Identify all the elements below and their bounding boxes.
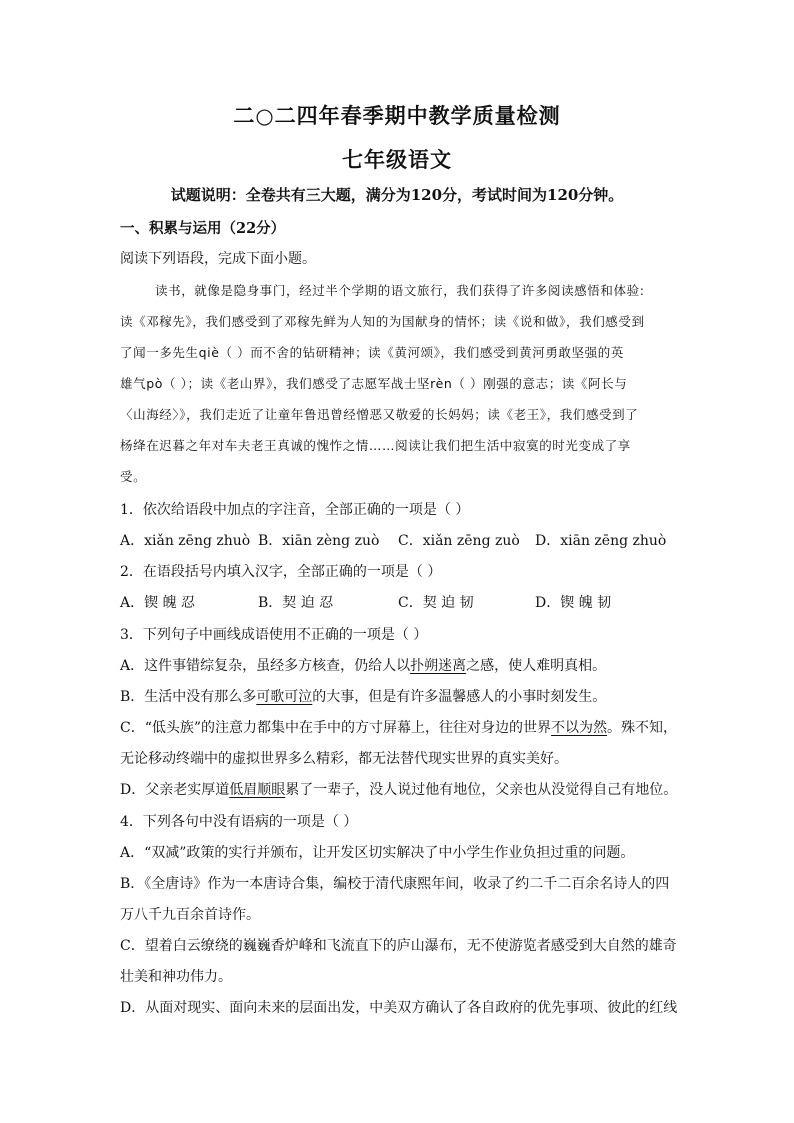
question-2-option-a: A．锲 魄 忍 bbox=[120, 595, 196, 611]
passage-line-2: 读《邓稼先》，我们感受到了邓稼先鲜为人知的为国献身的情怀；读《说和做》，我们感受到 bbox=[120, 314, 645, 329]
exam-subtitle: 七年级语文 bbox=[342, 147, 452, 172]
passage-intro: 阅读下列语段，完成下面小题。 bbox=[120, 251, 316, 267]
question-2-option-c: C．契 迫 韧 bbox=[398, 595, 474, 611]
option-text: 。殊不知， bbox=[607, 720, 678, 736]
question-4-stem: 4．下列各句中没有语病的一项是（ ） bbox=[120, 814, 358, 830]
passage-line-7: 受。 bbox=[120, 469, 147, 484]
question-4-option-b-cont: 万八千九百余首诗作。 bbox=[120, 907, 260, 923]
question-1-option-b: B．xiān zèng zuò bbox=[258, 533, 380, 549]
passage-line-1: 读书，就像是隐身事门，经过半个学期的语文旅行，我们获得了许多阅读感悟和体验: bbox=[155, 283, 645, 298]
question-2-option-b: B．契 迫 忍 bbox=[258, 595, 334, 611]
question-3-stem: 3．下列句子中画线成语使用不正确的一项是（ ） bbox=[120, 627, 428, 643]
question-3-option-a bbox=[120, 655, 606, 675]
section-heading: 一、积累与运用（22分） bbox=[120, 220, 286, 237]
underlined-idiom: 不以为然 bbox=[551, 720, 608, 736]
passage-line-3: 了闻一多先生qiè（ ）而不舍的钻研精神；读《黄河颂》，我们感受到黄河勇敢坚强的英 bbox=[120, 345, 624, 360]
question-3-option-b bbox=[120, 686, 606, 706]
option-text: 累了一辈子，没人说过他有地位，父亲也从没觉得自己有地位。 bbox=[285, 782, 678, 798]
question-4-option-a: A．“双减”政策的实行并颁布，让开发区切实解决了中小学生作业负担过重的问题。 bbox=[120, 845, 635, 861]
question-1-option-d: D．xiān zēng zhuò bbox=[535, 533, 667, 549]
question-3-option-c-cont: 无论移动终端中的虚拟世界多么精彩，都无法替代现实世界的真实美好。 bbox=[120, 751, 568, 767]
underlined-idiom: 低眉顺眼 bbox=[229, 782, 286, 798]
option-text: A．这件事错综复杂，虽经多方核查，仍给人以 bbox=[120, 658, 411, 674]
question-4-option-c: C．望着白云缭绕的巍巍香炉峰和飞流直下的庐山瀑布，无不使游览者感受到大自然的雄奇 bbox=[120, 938, 677, 954]
exam-instructions: 试题说明：全卷共有三大题，满分为120分，考试时间为120分钟。 bbox=[170, 186, 624, 204]
option-text: 的大事，但是有许多温馨感人的小事时刻发生。 bbox=[312, 689, 607, 705]
option-text: C．“低头族”的注意力都集中在手中的方寸屏幕上，往往对身边的世界 bbox=[120, 720, 552, 736]
question-1-option-a: A．xiǎn zēng zhuò bbox=[120, 533, 251, 549]
option-text: 之感，使人难明真相。 bbox=[466, 658, 607, 674]
question-1-stem: 1．依次给语段中加点的字注音，全部正确的一项是（ ） bbox=[120, 502, 470, 518]
question-2-stem: 2．在语段括号内填入汉字，全部正确的一项是（ ） bbox=[120, 564, 442, 580]
question-1-option-c: C．xiǎn zēng zuò bbox=[398, 533, 520, 549]
question-3-option-c bbox=[120, 717, 677, 737]
question-4-option-c-cont: 壮美和神功伟力。 bbox=[120, 969, 232, 985]
passage-line-4: 雄气pò（ ）；读《老山界》，我们感受了志愿军战士坚rèn（ ）刚强的意志；读《阿长与 bbox=[120, 376, 628, 391]
underlined-idiom: 可歌可泣 bbox=[256, 689, 313, 705]
question-2-option-d: D．锲 魄 韧 bbox=[535, 595, 612, 611]
question-4-option-d: D．从面对现实、面向未来的层面出发，中美双方确认了各自政府的优先事项、彼此的红线 bbox=[120, 1000, 678, 1016]
exam-title: 二○二四年春季期中教学质量检测 bbox=[233, 103, 561, 128]
question-4-option-b: B．《全唐诗》作为一本唐诗合集，编校于清代康熙年间，收录了约二千二百余名诗人的四 bbox=[120, 876, 670, 892]
passage-line-6: 杨绛在迟暮之年对车夫老王真诚的愧怍之情……阅读让我们把生活中寂寞的时光变成了享 bbox=[120, 438, 631, 453]
passage-line-5: 〈山海经〉》，我们走近了让童年鲁迅曾经憎恶又敬爱的长妈妈；读《老王》，我们感受到了 bbox=[120, 407, 639, 422]
option-text: B．生活中没有那么多 bbox=[120, 689, 257, 705]
question-3-option-d bbox=[120, 779, 677, 799]
underlined-idiom: 扑朔迷离 bbox=[410, 658, 467, 674]
option-text: D．父亲老实厚道 bbox=[120, 782, 230, 798]
